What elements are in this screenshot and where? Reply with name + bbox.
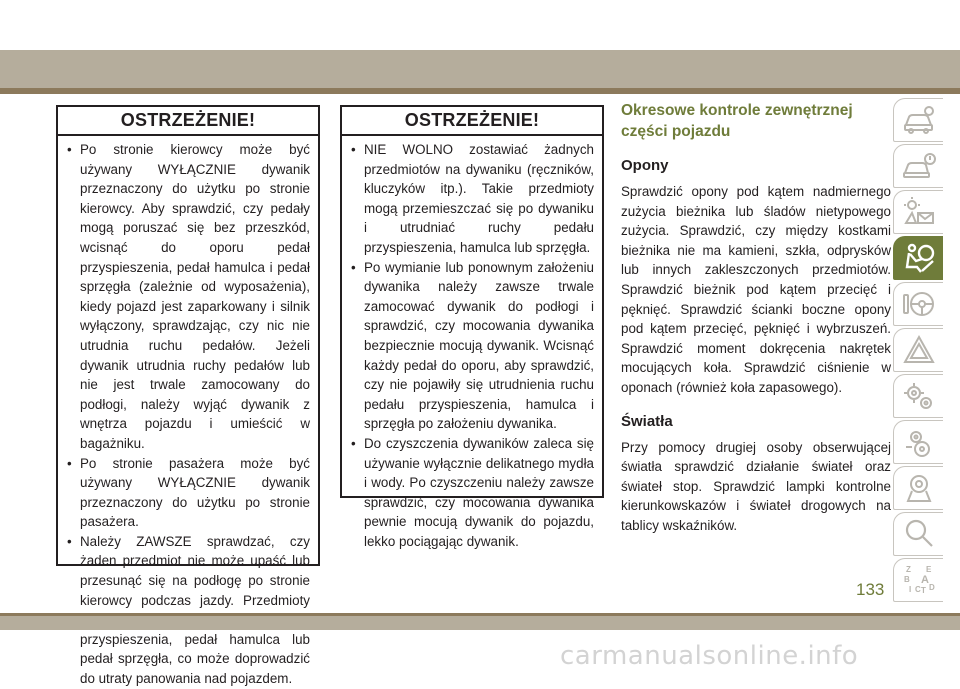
footer-band [0,616,960,630]
header-band-line [0,88,960,94]
tires-paragraph: Sprawdzić opony pod kątem nadmiernego zużycia bieżnika lub śladów nietypowego zużycia. Sprawdzić, czy między kostkami bieżnika nie ma kamieni, szkła, odprysków lub innych zakleszczonych przedmiotów. Sprawdzić bieżnik pod kątem przecięć i pęknięć. Sprawdzić ścianki boczne opony pod kątem przecięć, pęknięć i wybrzuszeń. Sprawdzić moment dokręcenia nakrętek mocujących koła. Sprawdzić ciśnienie w oponach (również koła zapasowego). [621,184,891,395]
index-letter: E [925,565,931,574]
section-title: Okresowe kontrole zewnętrznej części pojazdu [621,102,853,140]
warning-box-2 [340,105,604,549]
car-info-icon [902,103,936,137]
tab-emergency[interactable] [893,328,943,372]
warning-box-1-title: OSTRZEŻENIE! [58,107,318,136]
tires-heading: Opony [621,157,669,174]
index-letters-icon [902,563,936,597]
lights-paragraph: Przy pomocy drugiej osoby obserwującej światła sprawdzić działanie świateł oraz świateł stop. Sprawdzić lampki kontrolne kierunkowskazów i świateł drogowych na tablicy wskaźników. [621,439,891,533]
index-letter: T [920,586,926,595]
index-letter: I [908,585,911,594]
tab-maintenance[interactable] [893,374,943,418]
tab-car-warning[interactable] [893,144,943,188]
technical-specs-icon [902,425,936,459]
tab-car-info[interactable] [893,98,943,142]
chapter-tabs [893,98,943,604]
warning-box-1-list [58,136,318,689]
warning-box-2-list [342,136,602,551]
list-item: • Po stronie kierowcy może być używany WYŁĄCZNIE dywanik przeznaczony do użytku po stronie kierowcy. Aby sprawdzić, czy pedały mogą poruszać się bez przeszkód, wcisnąć do oporu pedał przyspieszenia, pedał hamulca i pedał sprzęgła (zależnie od wyposażenia), kiedy pojazd jest zaparkowany i silnik wyłączony, sprawdzając, czy nic nie utrudnia ruchu pedałów. Jeżeli dywanik utrudnia ruchy pedałów lub nie jest trwale zamocowany do podłogi, należy wyjąć dywanik z wnętrza pojazdu i umieścić w bagażniku. [66,140,310,454]
list-item: • Należy ZAWSZE sprawdzać, czy żaden przedmiot nie może upaść lub przesunąć się na podłogę po stronie kierowcy podczas jazdy. Przedmioty przyspieszenia, pedał hamulca lub pedał sprzęgła, co może doprowadzić do utraty panowania nad pojazdem. [66,532,310,689]
list-item: • NIE WOLNO zostawiać żadnych przedmiotów na dywaniku (ręczników, kluczyków itp.). Takie przedmioty mogą przemieszczać się po dywaniku i utrudniać ruchy pedału przyspieszenia, hamulca lub sprzęgła. [350,140,594,258]
list-item: • Do czyszczenia dywaników zaleca się używanie wyłącznie delikatnego mydła i wody. Po czyszczeniu należy zawsze sprawdzić, czy mocowania dywanika pewnie mocują dywanik do pojazdu, lekko pociągając dywanik. [350,434,594,552]
steering-wheel-icon [902,287,936,321]
dashboard-lights-icon [902,195,936,229]
inspection-section [621,100,891,536]
tab-index[interactable] [893,558,943,602]
tab-airbag-safety[interactable] [893,236,943,280]
warning-box-2-title: OSTRZEŻENIE! [342,107,602,136]
emergency-triangle-icon [902,333,936,367]
tab-search[interactable] [893,512,943,556]
index-letter: D [928,583,935,592]
page-number: 133 [856,580,885,599]
index-letter: B [903,575,910,584]
multimedia-icon [902,471,936,505]
index-letter: C [914,585,921,594]
airbag-safety-icon [902,241,936,275]
car-warning-icon [902,149,936,183]
lights-heading: Światła [621,412,673,430]
list-item: • Po stronie pasażera może być używany WYŁĄCZNIE dywanik przeznaczony do użytku po stronie pasażera. [66,454,310,532]
index-letter: Z [905,565,911,574]
index-letter: A [920,574,929,586]
tab-technical-specs[interactable] [893,420,943,464]
list-item: • Po wymianie lub ponownym założeniu dywanika należy zawsze trwale zamocować dywanik do podłogi i sprawdzić, czy mocowania dywanika bezpiecznie mocują dywanik. Wcisnąć każdy pedał do oporu, aby sprawdzić, czy nie pojawiły się utrudnienia ruchu pedału przyspieszenia, hamulca i sprzęgła po założeniu dywanika. [350,258,594,434]
tab-dashboard-lights[interactable] [893,190,943,234]
watermark: carmanualsonline.info [560,641,859,671]
warning-box-1 [56,105,320,687]
header-band [0,50,960,88]
maintenance-gears-icon [902,379,936,413]
tab-steering-wheel[interactable] [893,282,943,326]
tab-multimedia[interactable] [893,466,943,510]
search-icon [902,517,936,551]
